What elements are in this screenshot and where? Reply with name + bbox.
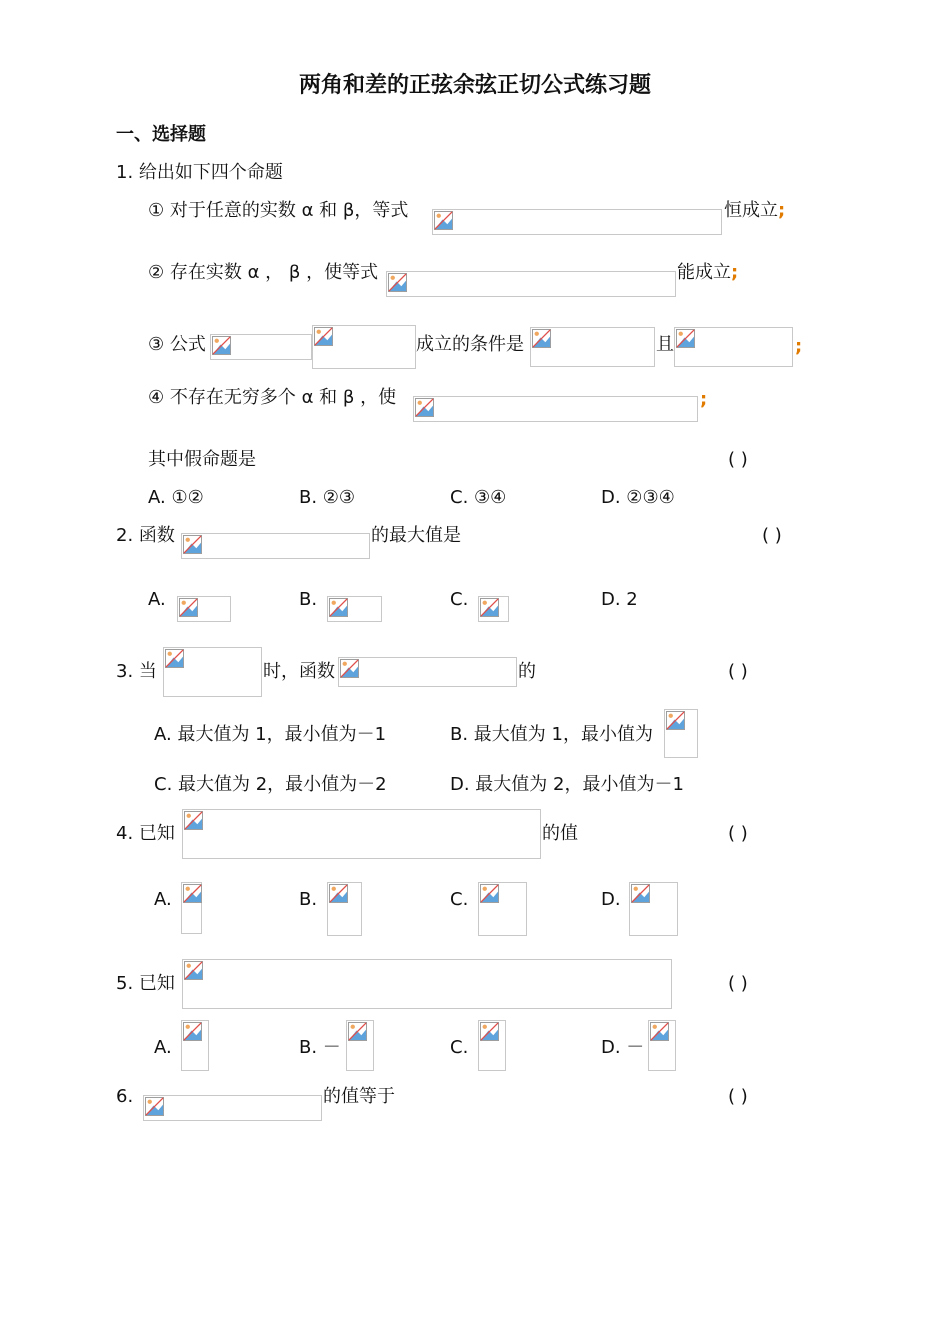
broken-image-icon <box>145 1097 164 1116</box>
broken-image-icon <box>212 336 231 355</box>
q5-option-b: B. － <box>299 1037 341 1058</box>
broken-image-icon <box>340 659 359 678</box>
q2-stem-end: 的最大值是 <box>371 525 461 546</box>
q2-option-d: D. 2 <box>601 589 638 610</box>
q1-prop4-semicolon: ; <box>700 389 708 410</box>
formula-image <box>163 647 262 697</box>
formula-image <box>182 959 672 1009</box>
formula-image <box>143 1095 322 1121</box>
page-title: 两角和差的正弦余弦正切公式练习题 <box>298 73 651 98</box>
q5-option-c: C. <box>450 1037 469 1058</box>
formula-image <box>327 882 362 936</box>
q3-option-b: B. 最大值为 1，最小值为 <box>450 724 653 745</box>
section-heading: 一、选择题 <box>116 124 206 145</box>
answer-bracket: ( ) <box>762 525 782 546</box>
answer-bracket: ( ) <box>728 661 748 682</box>
broken-image-icon <box>183 1022 202 1041</box>
answer-bracket: ( ) <box>728 823 748 844</box>
broken-image-icon <box>650 1022 669 1041</box>
formula-image <box>478 1020 506 1071</box>
broken-image-icon <box>348 1022 367 1041</box>
formula-image <box>478 596 509 622</box>
q5-option-a: A. <box>154 1037 172 1058</box>
formula-image <box>674 327 793 367</box>
q4-option-b: B. <box>299 889 318 910</box>
broken-image-icon <box>183 884 202 903</box>
formula-image <box>664 709 698 758</box>
q1-prop2-text: ② 存在实数 α ， β ，使等式 <box>148 262 379 283</box>
formula-image <box>413 396 698 422</box>
broken-image-icon <box>184 961 203 980</box>
q4-stem: 4. 已知 <box>116 823 175 844</box>
q3-option-d: D. 最大值为 2，最小值为－1 <box>450 774 684 795</box>
q4-option-c: C. <box>450 889 469 910</box>
broken-image-icon <box>480 598 499 617</box>
broken-image-icon <box>388 273 407 292</box>
q1-option-c: C. ③④ <box>450 487 507 508</box>
q1-stem: 1. 给出如下四个命题 <box>116 162 283 183</box>
formula-image <box>530 327 655 367</box>
q3-stem-mid: 时，函数 <box>263 661 335 682</box>
q1-option-a: A. ①② <box>148 487 204 508</box>
broken-image-icon <box>329 598 348 617</box>
broken-image-icon <box>480 1022 499 1041</box>
broken-image-icon <box>179 598 198 617</box>
formula-image <box>478 882 527 936</box>
answer-bracket: ( ) <box>728 973 748 994</box>
formula-image <box>648 1020 676 1071</box>
q2-stem: 2. 函数 <box>116 525 175 546</box>
formula-image <box>182 809 541 859</box>
q1-prop1-text: ① 对于任意的实数 α 和 β，等式 <box>148 200 409 221</box>
broken-image-icon <box>165 649 184 668</box>
q1-prop3-text: ③ 公式 <box>148 334 206 355</box>
formula-image <box>181 1020 209 1071</box>
formula-image <box>432 209 722 235</box>
q1-prop3-condition: 成立的条件是 <box>416 334 524 355</box>
broken-image-icon <box>314 327 333 346</box>
formula-image <box>181 533 370 559</box>
answer-bracket: ( ) <box>728 1086 748 1107</box>
q3-stem: 3. 当 <box>116 661 157 682</box>
broken-image-icon <box>434 211 453 230</box>
q4-option-d: D. <box>601 889 621 910</box>
q6-stem: 6. <box>116 1086 134 1107</box>
q1-option-d: D. ②③④ <box>601 487 675 508</box>
broken-image-icon <box>666 711 685 730</box>
broken-image-icon <box>183 535 202 554</box>
broken-image-icon <box>184 811 203 830</box>
q4-stem-end: 的值 <box>542 823 578 844</box>
q1-option-b: B. ②③ <box>299 487 356 508</box>
q6-stem-end: 的值等于 <box>323 1086 395 1107</box>
q1-prop3-and: 且 <box>656 334 674 355</box>
q5-option-d: D. － <box>601 1037 645 1058</box>
formula-image <box>346 1020 374 1071</box>
q2-option-a: A. <box>148 589 166 610</box>
formula-image <box>210 334 312 360</box>
q4-option-a: A. <box>154 889 172 910</box>
broken-image-icon <box>329 884 348 903</box>
formula-image <box>181 882 202 934</box>
broken-image-icon <box>631 884 650 903</box>
q2-option-c: C. <box>450 589 469 610</box>
formula-image <box>386 271 676 297</box>
q2-option-b: B. <box>299 589 318 610</box>
answer-bracket: ( ) <box>728 449 748 470</box>
formula-image <box>312 325 416 369</box>
broken-image-icon <box>676 329 695 348</box>
formula-image <box>338 657 517 687</box>
broken-image-icon <box>480 884 499 903</box>
formula-image <box>629 882 678 936</box>
q5-stem: 5. 已知 <box>116 973 175 994</box>
q1-prop1-end: 恒成立; <box>724 200 786 221</box>
q3-option-a: A. 最大值为 1，最小值为－1 <box>154 724 387 745</box>
q3-option-c: C. 最大值为 2，最小值为－2 <box>154 774 387 795</box>
formula-image <box>327 596 382 622</box>
q1-prop4-text: ④ 不存在无穷多个 α 和 β ，使 <box>148 387 397 408</box>
formula-image <box>177 596 231 622</box>
broken-image-icon <box>532 329 551 348</box>
q1-question: 其中假命题是 <box>148 449 256 470</box>
q3-stem-end: 的 <box>518 661 536 682</box>
broken-image-icon <box>415 398 434 417</box>
q1-prop3-semicolon: ; <box>795 336 803 357</box>
q1-prop2-end: 能成立; <box>677 262 739 283</box>
